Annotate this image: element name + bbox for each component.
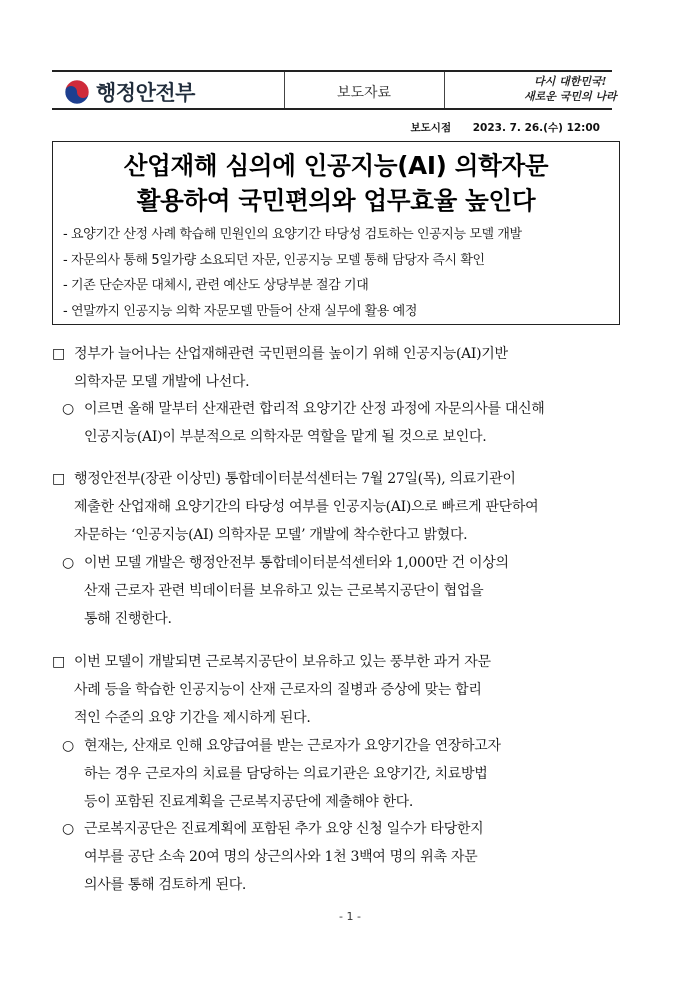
paragraph-2a-line: 산재 근로자 관련 빅데이터를 보유하고 있는 근로복지공단이 협업을 xyxy=(84,583,484,599)
doc-type-label: 보도자료 xyxy=(336,85,392,101)
page-title xyxy=(53,148,619,218)
paragraph-3b-line: 여부를 공단 소속 20여 명의 상근의사와 1천 3백여 명의 위촉 자문 xyxy=(84,849,478,865)
title-line-2: 활용하여 국민편의와 업무효율 높인다 xyxy=(136,186,536,215)
paragraph-text: 이번 모델 개발은 행정안전부 통합데이터분석센터와 1,000만 건 이상의 xyxy=(84,555,509,571)
paragraph-text: 정부가 늘어나는 산업재해관련 국민편의를 높이기 위해 인공지능(AI)기반 xyxy=(74,346,508,362)
paragraph-3-line: 사례 등을 학습한 인공지능이 산재 근로자의 질병과 증상에 맞는 합리 xyxy=(74,682,482,698)
title-line-1: 산업재해 심의에 인공지능(AI) 의학자문 xyxy=(123,151,549,180)
paragraph-1-line xyxy=(52,340,508,368)
subpoint-item: - 연말까지 인공지능 의학 자문모델 만들어 산재 실무에 활용 예정 xyxy=(63,303,417,319)
paragraph-text: 이르면 올해 말부터 산재관련 합리적 요양기간 산정 과정에 자문의사를 대신해 xyxy=(84,401,545,417)
page-number: - 1 - xyxy=(339,910,361,923)
title-box xyxy=(52,141,620,325)
paragraph-3-line: 적인 수준의 요양 기간을 제시하게 된다. xyxy=(74,710,311,726)
paragraph-1a-line: 인공지능(AI)이 부분적으로 의학자문 역할을 맡게 될 것으로 보인다. xyxy=(84,429,487,445)
ministry-logo xyxy=(64,77,195,107)
circle-bullet: ○ xyxy=(62,555,74,571)
logo-text: 행정안전부 xyxy=(96,81,195,105)
taegeuk-icon xyxy=(64,79,90,105)
subpoint-item: - 자문의사 통해 5일가량 소요되던 자문, 인공지능 모델 통해 담당자 즉시 확인 xyxy=(63,252,485,268)
paragraph-text: 근로복지공단은 진료계획에 포함된 추가 요양 신청 일수가 타당한지 xyxy=(84,821,484,837)
release-datetime: 2023. 7. 26.(수) 12:00 xyxy=(472,122,600,134)
paragraph-1a-line xyxy=(62,395,545,423)
paragraph-2-line: 제출한 산업재해 요양기간의 타당성 여부를 인공지능(AI)으로 빠르게 판단하여 xyxy=(74,499,539,515)
square-bullet: □ xyxy=(52,654,65,670)
paragraph-3-line xyxy=(52,648,491,676)
circle-bullet: ○ xyxy=(62,821,74,837)
paragraph-text: 행정안전부(장관 이상민) 통합데이터분석센터는 7월 27일(목), 의료기관이 xyxy=(74,471,516,487)
slogan-line-2: 새로운 국민의 나라 xyxy=(524,90,617,103)
subpoint-item: - 기존 단순자문 대체시, 관련 예산도 상당부분 절감 기대 xyxy=(63,278,369,293)
subpoint-list xyxy=(63,222,613,324)
slogan xyxy=(500,74,617,110)
paragraph-2-line xyxy=(52,465,516,493)
paragraph-2a-line: 통해 진행한다. xyxy=(84,611,172,627)
paragraph-3b-line xyxy=(62,815,483,843)
header-box xyxy=(52,70,617,110)
paragraph-1-line: 의학자문 모델 개발에 나선다. xyxy=(74,374,250,390)
paragraph-3b-line: 의사를 통해 검토하게 된다. xyxy=(84,877,247,893)
paragraph-3a-line: 등이 포함된 진료계획을 근로복지공단에 제출해야 한다. xyxy=(84,794,414,810)
square-bullet: □ xyxy=(52,346,65,362)
paragraph-3a-line: 하는 경우 근로자의 치료를 담당하는 의료기관은 요양기간, 치료방법 xyxy=(84,766,488,782)
subpoint-item: - 요양기간 산정 사례 학습해 민원인의 요양기간 타당성 검토하는 인공지능 모델 개발 xyxy=(63,227,522,242)
square-bullet: □ xyxy=(52,471,65,487)
release-time xyxy=(411,120,600,135)
paragraph-2-line: 자문하는 ‘인공지능(AI) 의학자문 모델’ 개발에 착수한다고 밝혔다. xyxy=(74,527,468,543)
paragraph-text: 이번 모델이 개발되면 근로복지공단이 보유하고 있는 풍부한 과거 자문 xyxy=(74,654,491,670)
header-divider-right xyxy=(444,72,445,108)
circle-bullet: ○ xyxy=(62,401,74,417)
slogan-line-1: 다시 대한민국! xyxy=(534,75,607,88)
paragraph-3a-line xyxy=(62,732,501,760)
circle-bullet: ○ xyxy=(62,738,74,754)
paragraph-2a-line xyxy=(62,549,509,577)
release-label: 보도시점 xyxy=(410,122,452,134)
paragraph-text: 현재는, 산재로 인해 요양급여를 받는 근로자가 요양기간을 연장하고자 xyxy=(84,738,501,754)
